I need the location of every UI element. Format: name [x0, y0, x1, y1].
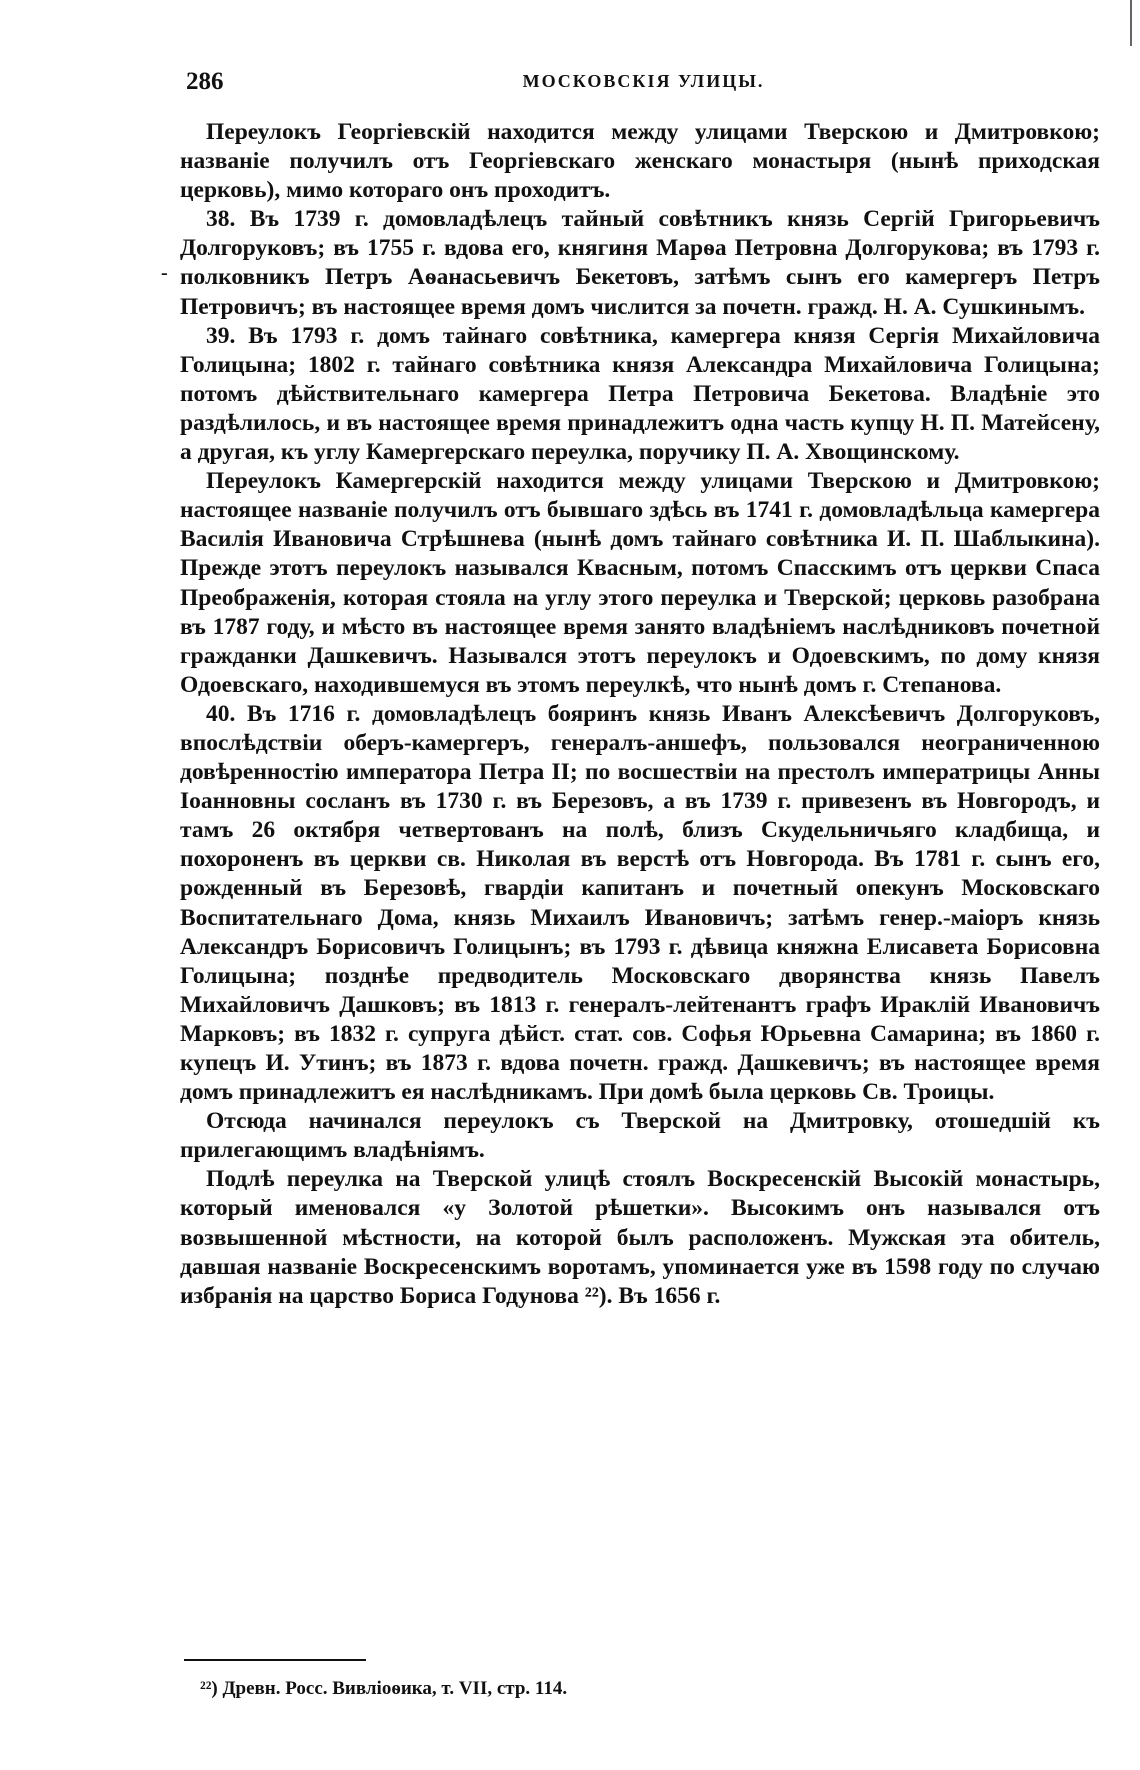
page-number: 286 — [186, 68, 224, 95]
body-text — [180, 118, 1100, 1311]
margin-mark: - — [161, 262, 168, 284]
paragraph-voskresensky-monastery: Подлѣ переулка на Тверской улицѣ стоялъ Воскресенскій Высокій монастырь, который именовался «у Золотой рѣшетки». Высокимъ онъ назывался отъ возвышенной мѣстности, на которой былъ расположенъ. Мужская эта обитель, давшая названіе Воскресенскимъ воротамъ, упоминается уже въ 1598 году по случаю избранія на царство Бориса Годунова ²²). Въ 1656 г. — [180, 1166, 1100, 1309]
running-head: МОСКОВСКІЯ УЛИЦЫ. — [522, 71, 765, 91]
paragraph-entry-39: 39. Въ 1793 г. домъ тайнаго совѣтника, камергера князя Сергія Михайловича Голицына; 1802 г. тайнаго совѣтника князя Александра Михайловича Голицына; потомъ дѣйствительнаго камергера Петра Петровича Бекетова. Владѣніе это раздѣлилось, и въ настоящее время принадлежитъ одна часть купцу Н. П. Матейсену, а другая, къ углу Камергерскаго переулка, поручику П. А. Хвощинскому. — [180, 322, 1100, 466]
paragraph-georgievsky-lane: Переулокъ Георгіевскій находится между улицами Тверскою и Дмитровкою; названіе получилъ отъ Георгіевскаго женскаго монастыря (нынѣ приходская церковь), мимо котораго онъ проходитъ. — [180, 119, 1100, 204]
paragraph-entry-38: 38. Въ 1739 г. домовладѣлецъ тайный совѣтникъ князь Сергій Григорьевичъ Долгоруковъ; въ 1755 г. вдова его, княгиня Марѳа Петровна Долгорукова; въ 1793 г. полковникъ Петръ Аѳанасьевичъ Бекетовъ, затѣмъ сынъ его камергеръ Петръ Петровичъ; въ настоящее время домъ числится за почетн. гражд. Н. А. Сушкинымъ. — [180, 206, 1100, 320]
paragraph-entry-40: 40. Въ 1716 г. домовладѣлецъ бояринъ князь Иванъ Алексѣевичъ Долгоруковъ, впослѣдствіи оберъ-камергеръ, генералъ-аншефъ, пользовался неограниченною довѣренностію императора Петра II; по восшествіи на престолъ императрицы Анны Іоанновны сосланъ въ 1730 г. въ Березовъ, а въ 1739 г. привезенъ въ Новгородъ, и тамъ 26 октября четвертованъ на полѣ, близъ Скудельничьяго кладбища, и похороненъ въ церкви св. Николая въ верстѣ отъ Новгорода. Въ 1781 г. сынъ его, рожденный въ Березовѣ, гвардіи капитанъ и почетный опекунъ Московскаго Воспитательнаго Дома, князь Михаилъ Ивановичъ; затѣмъ генер.-маіоръ князь Александръ Борисовичъ Голицынъ; въ 1793 г. дѣвица княжна Елисавета Борисовна Голицына; позднѣе предводитель Московскаго дворянства князь Павелъ Михайловичъ Дашковъ; въ 1813 г. генералъ-лейтенантъ графъ Ираклій Ивановичъ Марковъ; въ 1832 г. супруга дѣйст. стат. сов. Софья Юрьевна Самарина; въ 1860 г. купецъ И. Утинъ; въ 1873 г. вдова почетн. гражд. Дашкевичъ; въ настоящее время домъ принадлежитъ ея наслѣдникамъ. При домѣ была церковь Св. Троицы. — [180, 700, 1100, 1106]
scan-edge-line — [1130, 0, 1132, 46]
page-header — [186, 68, 1101, 98]
paragraph-kamergersky-lane: Переулокъ Камергерскій находится между улицами Тверскою и Дмитровкою; настоящее названіе получилъ отъ бывшаго здѣсь въ 1741 г. домовладѣльца камергера Василія Ивановича Стрѣшнева (нынѣ домъ тайнаго совѣтника И. П. Шаблыкина). Прежде этотъ переулокъ назывался Квасным, потомъ Спасскимъ отъ церкви Спаса Преображенія, которая стояла на углу этого переулка и Тверской; церковь разобрана въ 1787 году, и мѣсто въ настоящее время занято владѣніемъ наслѣдниковъ почетной гражданки Дашкевичъ. Назывался этотъ переулокъ и Одоевскимъ, по дому князя Одоевскаго, находившемуся въ этомъ переулкѣ, что нынѣ домъ г. Степанова. — [180, 468, 1100, 698]
paragraph-lane-note: Отсюда начинался переулокъ съ Тверской на Дмитровку, отошедшій къ прилегающимъ владѣніямъ. — [180, 1108, 1100, 1164]
footnote-divider — [184, 1659, 366, 1661]
footnote: ²²) Древн. Росс. Вивліоѳика, т. VII, стр. 114. — [200, 1678, 568, 1699]
